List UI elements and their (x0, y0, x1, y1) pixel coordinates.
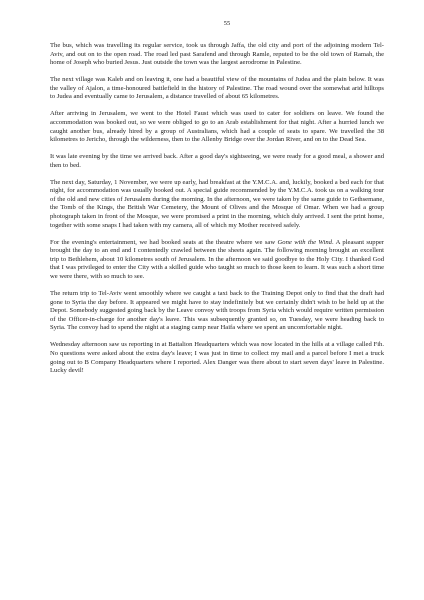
film-title: Gone with the Wind (277, 238, 332, 246)
evening-text-before: For the evening's entertainment, we had booked seats at the theatre where we saw (50, 238, 278, 246)
paragraph-kaleb-village: The next village was Kaleb and on leaving it, one had a beautiful view of the mountains of Judea and the plain below. It was the valley of Ajalon, a time-honoured battlefield in the history of Palestine. The road wound over the somewhat arid hilltops to Judea and eventually came to Jerusalem, a distance travelled of about 65 kilometres. (50, 76, 384, 101)
page-number: 55 (223, 20, 231, 27)
paragraph-battalion-hq: Wednesday afternoon saw us reporting in at Battalion Headquarters which was now located in the hills at a village called Fih. No questions were asked about the extra day's leave; I was just in time to collect my mail and a parcel before I met a truck going out to B Company Headquarters where I reported. Alex Danger was there about to start seven days' leave in Palestine. Lucky devil! (50, 341, 384, 375)
paragraph-return-trip: The return trip to Tel-Aviv went smoothly where we caught a taxi back to the Training Depot only to find that the draft had gone to Syria the day before. It appeared we might have to stay indefinitely but we certainly didn't wish to be held up at the Depot. Somebody suggested going back by the Leave convoy with troops from Syria which would require written permission of the Officer-in-charge for another day's leave. This was subsequently granted so, on Tuesday, we were heading back to Syria. The convoy had to spend the night at a staging camp near Haifa where we spent an uncomfortable night. (50, 290, 384, 332)
evening-text-after: . A pleasant supper brought the day to an end and I contentedly crawled between the sheets again. The following morning brought an excellent trip to Bethlehem, about 10 kilometres south of Jerusalem. In the afternoon we said goodbye to the Holy City. I thanked God that I was privileged to enter the City with a skilled guide who taught so much to those keen to learn. It was such a short time we were there, with so much to see. (50, 238, 385, 281)
paragraph-saturday-tour: The next day, Saturday, 1 November, we were up early, had breakfast at the Y.M.C.A. and, luckily, booked a bed each for that night, for accommodation was usually booked out. A special guide recommended by the Y.M.C.A. took us on a walking tour of the old and new cities of Jerusalem during the morning. In the afternoon, we were taken by the same guide to Gethsemane, the Tomb of the Kings, the British War Cemetery, the Mount of Olives and the Mosque of Omar. When we had a group photograph taken in front of the Mosque, we were promised a print in the morning, which duly arrived. I sent the print home, together with some snaps I had taken with my camera, all of which my Mother received safely. (50, 178, 384, 229)
paragraph-jerusalem-arrival: After arriving in Jerusalem, we went to the Hotel Faust which was used to cater for soldiers on leave. We found the accommodation was booked out, so we were obliged to go to an Arab establishment for that night. After a hurried lunch we caught another bus, already hired by a group of Australians, which had a couple of seats to spare. We travelled the 38 kilometres to Jericho, through the wilderness, then to the Allenby Bridge over the Jordan River, and on to the Dead Sea. (50, 110, 384, 144)
paragraph-evening-entertainment (50, 239, 384, 282)
paragraph-bus-journey: The bus, which was travelling its regular service, took us through Jaffa, the old city and port of the adjoining modern Tel-Aviv, and out on to the open road. The road led past Sarafend and through Ramle, reputed to be the old town of Ramah, the home of Joseph who buried Jesus. Just outside the town was the largest aerodrome in Palestine. (50, 42, 384, 67)
paragraph-late-evening: It was late evening by the time we arrived back. After a good day's sightseeing, we were ready for a good meal, a shower and then to bed. (50, 153, 384, 169)
